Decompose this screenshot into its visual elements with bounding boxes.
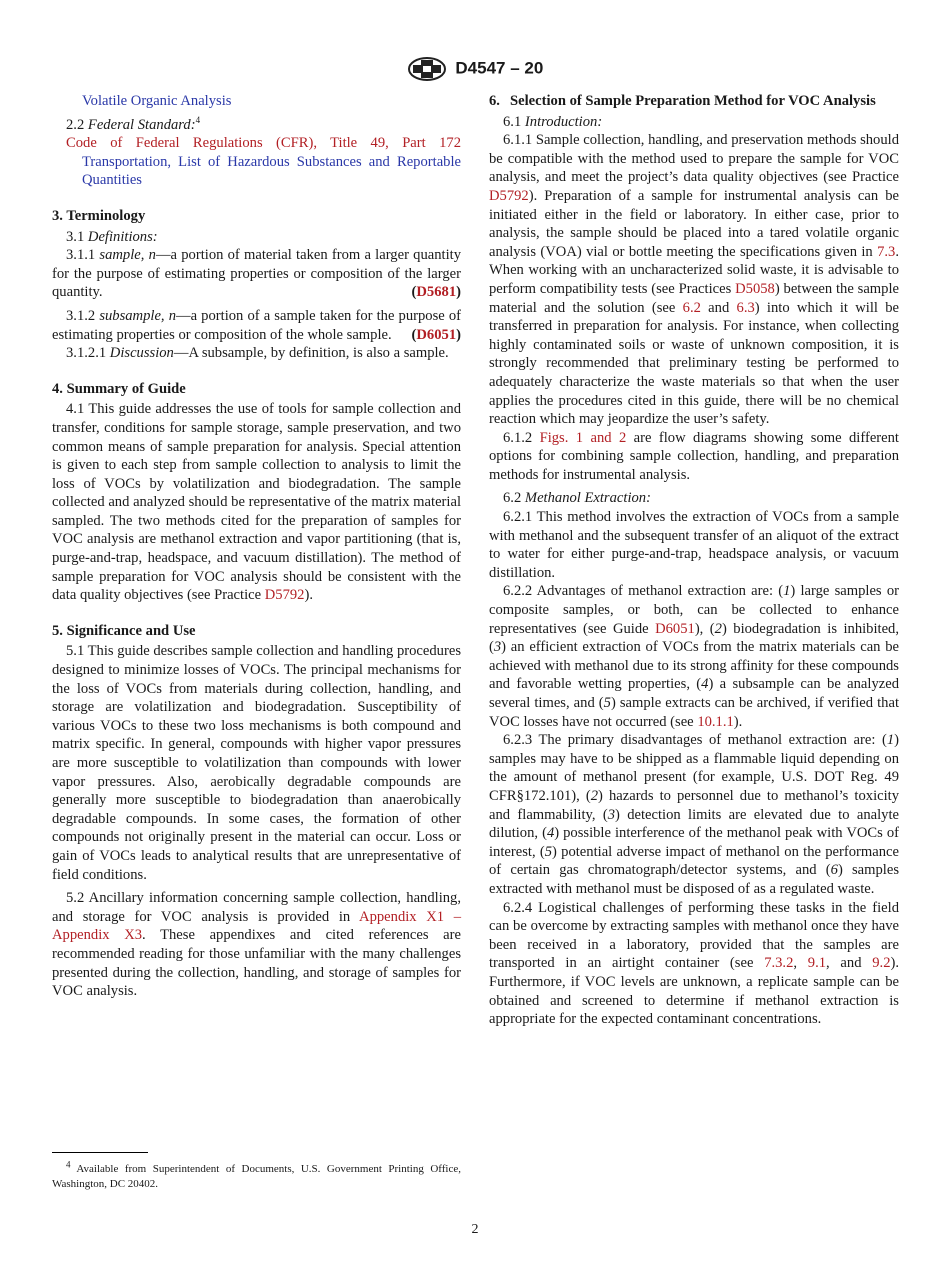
d5792-link-2[interactable]: D5792 xyxy=(489,187,529,204)
section-5-2: 5.2 Ancillary information concerning sample collection, handling, and storage for VOC analysis is provided in Appendix X1 – Appendix X3. These appendixes and cited references are recommended reading for those unfamiliar with the many challenges presented during the collection, handling, and storage of samples for VOC analysis. xyxy=(52,890,461,1000)
section-4-1: 4.1 This guide addresses the use of tools for sample collection and transfer, conditions for sample storage, sample preservation, and two common means of sample preparation for analysis. Special attention is given to each step from sample collection to analysis to limit the loss of VOCs by volatilization and biodegradation. The sample collected and analyzed should be representative of the matrix material sampled. The two methods cited for the preparation of samples for VOC analysis are methanol extraction and vapor partitioning (that is, purge-and-trap, headspace, and vacuum distillation). The method of sample preparation for VOC analysis should be consistent with the data quality objectives (see Practice D5792). xyxy=(52,401,461,604)
document-id: D4547 – 20 xyxy=(455,58,544,78)
ref-6-3-link[interactable]: 6.3 xyxy=(736,299,755,316)
volatile-organic-analysis-link[interactable]: Volatile Organic Analysis xyxy=(82,93,232,109)
footnote-rule xyxy=(52,1152,148,1153)
section-3-1: 3.1 Definitions: xyxy=(66,228,158,245)
ref-6-2-link[interactable]: 6.2 xyxy=(682,299,701,316)
section-6-2-4: 6.2.4 Logistical challenges of performing these tasks in the field can be overcome by extracting samples with methanol once they have been received in a laboratory, provided that the samples are transported in an airtight container (see 7.3.2, 9.1, and 9.2). Furthermore, if VOC levels are unknown, a replicate sample can be obtained and screened to determine if methanol extraction is appropriate for the expected contaminant concentrations. xyxy=(489,899,900,1028)
d5681-link[interactable]: D5681 xyxy=(416,284,457,301)
cfr-reference xyxy=(52,134,461,190)
footnote: $^4$ Available from Superintendent of Documents, U.S. Government Printing Office, Washington, DC 20402. xyxy=(52,1159,461,1190)
ref-10-1-1-link[interactable]: 10.1.1 xyxy=(697,713,734,730)
ref-7-3-2-link[interactable]: 7.3.2 xyxy=(764,955,794,972)
section-6-1: 6.1 Introduction: xyxy=(503,113,603,130)
section-6-1-2: 6.1.2 Figs. 1 and 2 are flow diagrams showing some different options for combining sample collection, handling, and preparation methods for instrumental analysis. xyxy=(489,429,899,483)
left-column xyxy=(52,92,461,1001)
d6051-link[interactable]: D6051 xyxy=(416,326,457,343)
section-2-2: 2.2 Federal Standard:$^4$ xyxy=(66,114,201,133)
section-6-heading: 6. Selection of Sample Preparation Method for VOC Analysis xyxy=(489,93,876,109)
ref-9-2-link[interactable]: 9.2 xyxy=(872,955,891,972)
d5058-link[interactable]: D5058 xyxy=(735,280,775,297)
section-3-heading: 3. Terminology xyxy=(52,207,146,224)
page-header xyxy=(0,56,950,82)
section-3-1-1: 3.1.1 sample, n—a portion of material taken from a larger quantity for the purpose of estimating properties or composition of the larger quantity. (D5681) xyxy=(52,247,461,301)
section-4-heading: 4. Summary of Guide xyxy=(52,380,186,397)
section-5-1: 5.1 This guide describes sample collection and handling procedures designed to minimize losses of VOCs. The principal mechanisms for the loss of VOCs from materials during collection, handling, and storage are volatilization and biodegradation. Susceptibility of various VOCs to these two loss mechanisms is both compound and matrix specific. In general, compounds with higher vapor pressures are more susceptible to volatilization than compounds with lower vapor pressures. Also, aerobically degradable compounds are generally more susceptible to biodegradation than anaerobically degradable compounds. In some cases, the formation of other compounds not originally present in the material can occur. Loss or gain of VOCs leads to analytical results that are unrepresentative of field conditions. xyxy=(52,643,461,883)
d6051-link-2[interactable]: D6051 xyxy=(655,620,695,637)
page-number: 2 xyxy=(471,1222,479,1237)
cfr-title-link[interactable]: Transportation, List of Hazardous Substances and Reportable Quantities xyxy=(82,153,461,189)
ref-7-3-link[interactable]: 7.3 xyxy=(877,243,896,260)
section-3-1-2-1: 3.1.2.1 Discussion—A subsample, by definition, is also a sample. xyxy=(66,345,449,362)
section-6-1-1: 6.1.1 Sample collection, handling, and preservation methods should be compatible with the method used to prepare the sample for VOC analysis, and meet the project’s data quality objectives (see Practice D5792). Preparation of a sample for instrumental analysis can be initiated either in the field or laboratory. In either case, prior to analysis, the sample should be placed into a tared volatile organic analysis (VOA) vial or bottle meeting the specifications given in 7.3. When working with an uncharacterized solid waste, it is advisable to perform compatibility tests (see Practices D5058) between the sample material and the solution (see 6.2 and 6.3) into which it will be transferred in preparation for analysis. For instance, when collecting highly contaminated soils or waste of unknown composition, it is strongly recommended that preliminary testing be performed to adequately characterize the waste materials so that when the user applies the procedures cited in this guide, there will be no chemical reaction which may jeopardize the user’s safety. xyxy=(489,132,899,428)
d5792-link[interactable]: D5792 xyxy=(264,587,305,604)
section-5-heading: 5. Significance and Use xyxy=(52,622,196,639)
ref-9-1-link[interactable]: 9.1 xyxy=(807,955,827,972)
section-6-2-3: 6.2.3 The primary disadvantages of methanol extraction are: (1) samples may have to be shipped as a flammable liquid depending on the amount of methanol present (for example, U.S. DOT Reg. 49 CFR§172.101), (2) hazards to personnel due to methanol’s toxicity and flammability, (3) detection limits are elevated due to analyte dilution, (4) possible interference of the methanol peak with VOCs of interest, (5) potential adverse impact of methanol on the performance of certain gas chromatograph/detector systems, and (6) samples extracted with methanol must be disposed of as a regulated waste. xyxy=(489,732,900,897)
reference-continuation xyxy=(52,92,461,111)
astm-logo-icon xyxy=(407,56,447,82)
section-3-1-2: 3.1.2 subsample, n—a portion of a sample taken for the purpose of estimating properties or composition of the whole sample. (D6051) xyxy=(52,307,461,343)
section-6-2-1: 6.2.1 This method involves the extraction of VOCs from a sample with methanol and the subsequent transfer of an aliquot of the extract to water for either purge-and-trap, headspace analysis, or vacuum distillation. xyxy=(489,509,899,581)
appendix-link[interactable]: Appendix X1 – Appendix X3 xyxy=(52,908,461,944)
section-6-2-2: 6.2.2 Advantages of methanol extraction are: (1) large samples or composite samples, or both, can be collected to enhance representatives (see Guide D6051), (2) biodegradation is inhibited, (3) an efficient extraction of VOCs from the matrix materials can be achieved with methanol due to its strong affinity for these compounds and favorable wetting properties, (4) a subsample can be analyzed several times, and (5) sample extracts can be archived, if verified that VOC losses have not occurred (see 10.1.1). xyxy=(489,583,900,730)
section-6-2: 6.2 Methanol Extraction: xyxy=(503,490,651,507)
cfr-link[interactable]: Code of Federal Regulations (CFR), Title 49, Part 172 xyxy=(66,135,461,152)
right-column xyxy=(489,92,899,1029)
figs-1-2-link[interactable]: Figs. 1 and 2 xyxy=(539,429,627,446)
